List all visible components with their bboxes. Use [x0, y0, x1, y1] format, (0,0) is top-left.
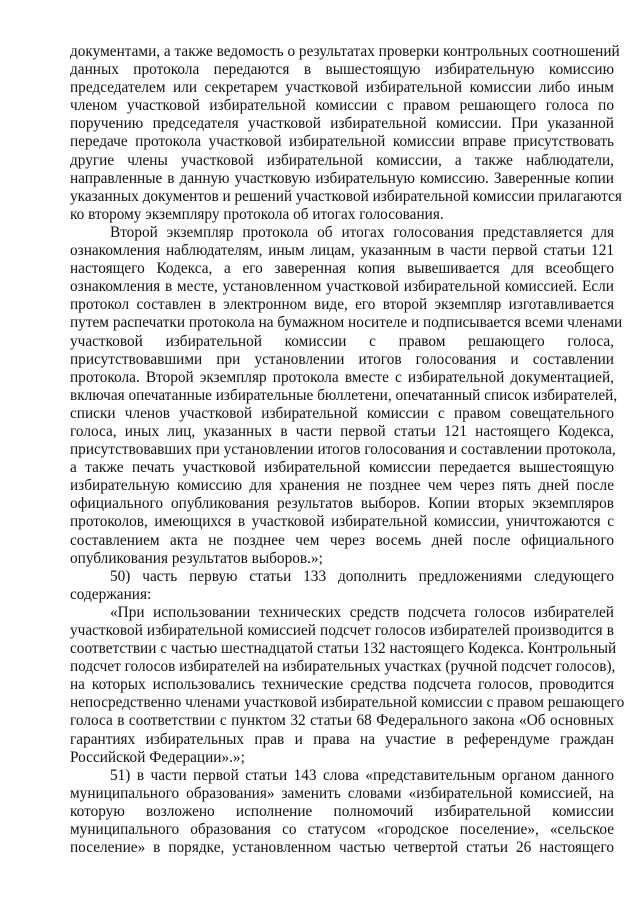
text-line: поселение» в порядке, установленном частью четвертой статьи 26 настоящего — [70, 839, 614, 857]
text-line: которую возложено исполнение полномочий избирательной комиссии — [70, 802, 614, 820]
text-line: присутствовавшими при установлении итогов голосования и составлении — [70, 350, 614, 368]
text-line: передаче протокола участковой избирательной комиссии вправе присутствовать — [70, 133, 614, 151]
text-line: ознакомления наблюдателям, иным лицам, указанным в части первой статьи 121 — [70, 242, 614, 260]
text-line: членом участковой избирательной комиссии с правом решающего голоса по — [70, 97, 614, 115]
text-line: участковой избирательной комиссии с правом решающего голоса, — [70, 332, 614, 350]
text-line: голоса, иных лиц, указанных в части первой статьи 121 настоящего Кодекса, — [70, 422, 614, 440]
paragraph-first-line: «При использовании технических средств подсчета голосов избирателей — [110, 603, 614, 621]
paragraph-first-line: Второй экземпляр протокола об итогах голосования представляется для — [110, 223, 614, 241]
text-line: настоящего Кодекса, а его заверенная копия вывешивается для всеобщего — [70, 260, 614, 278]
text-line: списки членов участковой избирательной комиссии с правом совещательного — [70, 404, 614, 422]
text-line: ознакомления в месте, установленном участковой избирательной комиссией. Если — [70, 278, 614, 296]
text-line: протоколов, имеющихся в участковой избирательной комиссии, уничтожаются с — [70, 513, 614, 531]
document-body — [70, 43, 625, 857]
text-line: непосредственно членами участковой избирательной комиссии с правом решающего — [70, 694, 625, 712]
text-line: Российской Федерации».»; — [70, 748, 245, 766]
text-line: поручению председателя участковой избирательной комиссии. При указанной — [70, 115, 614, 133]
paragraph-first-line: 51) в части первой статьи 143 слова «представительным органом данного — [110, 766, 614, 784]
text-line: другие члены участковой избирательной комиссии, а также наблюдатели, — [70, 151, 614, 169]
text-line: соответствии с частью шестнадцатой статьи 132 настоящего Кодекса. Контрольный — [70, 640, 617, 658]
text-line: документами, а также ведомость о результатах проверки контрольных соотношений — [70, 43, 620, 60]
text-line: муниципального образования» заменить словами «избирательной комиссией, на — [70, 784, 614, 802]
text-line: голоса в соответствии с пунктом 32 статьи 68 Федерального закона «Об основных — [70, 712, 614, 730]
text-line: данных протокола передаются в вышестоящую избирательную комиссию — [70, 61, 614, 79]
text-line: избирательную комиссию для хранения не позднее чем через пять дней после — [70, 477, 614, 495]
text-line: путем распечатки протокола на бумажном носителе и подписывается всеми членами — [70, 314, 623, 332]
text-line: протокол составлен в электронном виде, его второй экземпляр изготавливается — [70, 296, 614, 314]
text-line: направленные в данную участковую избирательную комиссию. Заверенные копии — [70, 169, 614, 187]
text-line: включая опечатанные избирательные бюллетени, опечатанный список избирателей, — [70, 386, 618, 404]
text-line: официального опубликования результатов выборов. Копии вторых экземпляров — [70, 495, 614, 513]
text-line: присутствовавших при установлении итогов голосования и составлении протокола, — [70, 441, 616, 459]
text-line: подсчет голосов избирателей на избирательных участках (ручной подсчет голосов), — [70, 658, 616, 676]
text-line: протокола. Второй экземпляр протокола вместе с избирательной документацией, — [70, 368, 614, 386]
text-line: муниципального образования со статусом «городское поселение», «сельское — [70, 821, 614, 839]
text-line: указанных документов и решений участковой избирательной комиссии прилагаются — [70, 187, 622, 205]
text-line: а также печать участковой избирательной комиссии передается вышестоящую — [70, 459, 614, 477]
text-line: гарантиях избирательных прав и права на участие в референдуме граждан — [70, 730, 614, 748]
text-line: ко второму экземпляру протокола об итогах голосования. — [70, 205, 444, 223]
text-line: опубликования результатов выборов.»; — [70, 549, 323, 567]
text-line: участковой избирательной комиссией подсчет голосов избирателей производится в — [70, 622, 614, 639]
paragraph-first-line: 50) часть первую статьи 133 дополнить предложениями следующего — [110, 567, 614, 585]
text-line: содержания: — [70, 585, 152, 603]
text-line: на которых использовались технические средства подсчета голосов, проводится — [70, 676, 614, 694]
text-line: председателем или секретарем участковой избирательной комиссии либо иным — [70, 79, 614, 97]
text-line: составлением акта не позднее чем через восемь дней после официального — [70, 531, 614, 549]
